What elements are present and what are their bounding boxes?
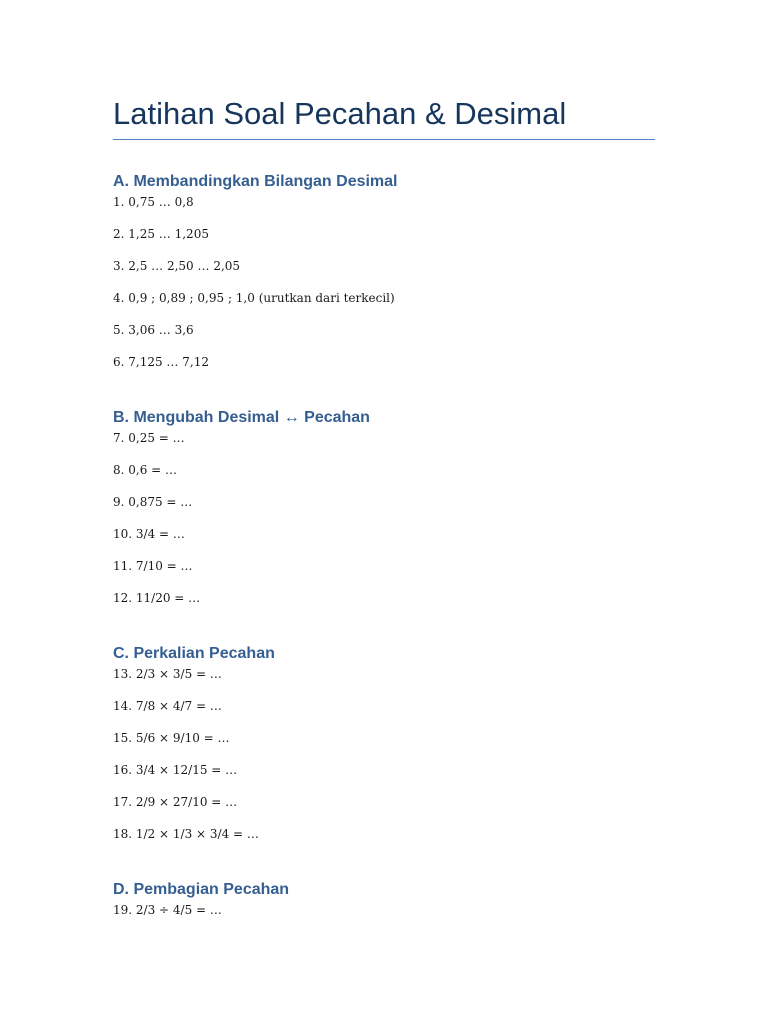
title-divider	[113, 139, 655, 140]
section-heading: C. Perkalian Pecahan	[113, 645, 275, 662]
section-comparing-decimals	[113, 171, 673, 370]
question-item: 7. 0,25 = …	[113, 431, 185, 445]
section-heading: B. Mengubah Desimal ↔ Pecahan	[113, 409, 370, 426]
question-item: 8. 0,6 = …	[113, 463, 178, 477]
question-item: 2. 1,25 … 1,205	[113, 227, 209, 241]
section-heading: D. Pembagian Pecahan	[113, 881, 290, 898]
question-item: 4. 0,9 ; 0,89 ; 0,95 ; 1,0 (urutkan dari terkecil)	[113, 291, 395, 305]
question-item: 6. 7,125 … 7,12	[113, 355, 209, 369]
question-item: 10. 3/4 = …	[113, 527, 185, 541]
section-decimal-fraction-conversion	[113, 407, 673, 606]
question-item: 19. 2/3 ÷ 4/5 = …	[113, 903, 222, 917]
page-title: Latihan Soal Pecahan & Desimal	[113, 96, 567, 131]
question-item: 14. 7/8 × 4/7 = …	[113, 699, 222, 713]
question-list	[113, 430, 673, 606]
question-item: 15. 5/6 × 9/10 = …	[113, 731, 230, 745]
question-item: 9. 0,875 = …	[113, 495, 193, 509]
question-list	[113, 902, 673, 918]
question-item: 1. 0,75 … 0,8	[113, 195, 194, 209]
question-item: 16. 3/4 × 12/15 = …	[113, 763, 238, 777]
section-fraction-multiplication	[113, 643, 673, 842]
question-item: 13. 2/3 × 3/5 = …	[113, 667, 222, 681]
question-item: 18. 1/2 × 1/3 × 3/4 = …	[113, 827, 259, 841]
question-item: 12. 11/20 = …	[113, 591, 201, 605]
question-list	[113, 194, 673, 370]
section-fraction-division	[113, 879, 673, 918]
question-item: 3. 2,5 … 2,50 … 2,05	[113, 259, 241, 273]
question-list	[113, 666, 673, 842]
section-heading: A. Membandingkan Bilangan Desimal	[113, 173, 398, 190]
question-item: 5. 3,06 … 3,6	[113, 323, 194, 337]
question-item: 17. 2/9 × 27/10 = …	[113, 795, 238, 809]
question-item: 11. 7/10 = …	[113, 559, 193, 573]
